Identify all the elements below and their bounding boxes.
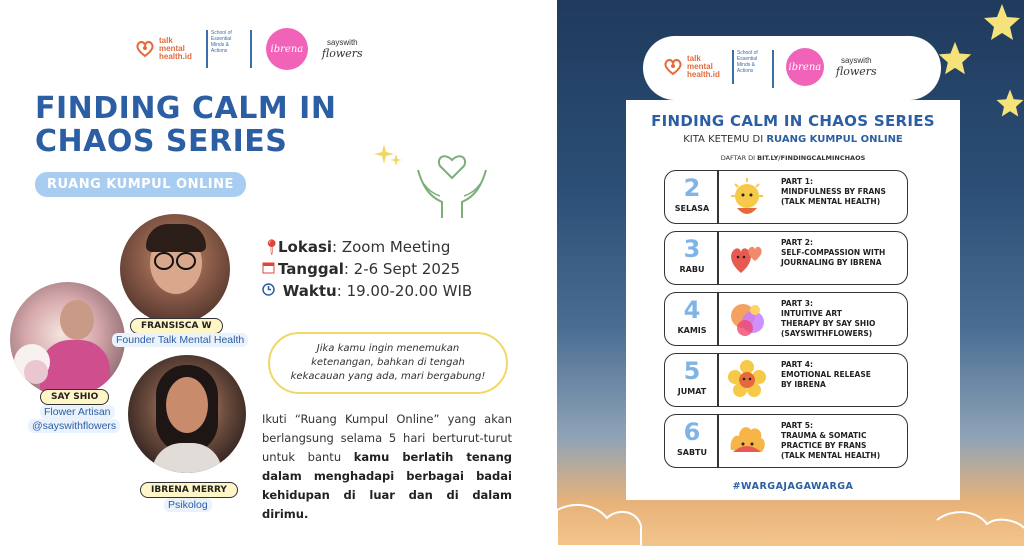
schedule-row: 2 SELASA PART 1: MINDFULNESS BY FRANS (TALK MENTAL HEALTH) xyxy=(664,170,908,224)
star-icon xyxy=(995,88,1024,118)
time-line: Waktu: 19.00-20.00 WIB xyxy=(262,280,472,302)
sayswithflowers-logo: sayswith flowers xyxy=(321,38,363,60)
schedule-row: 3 RABU PART 2: SELF-COMPASSION WITH JOURNALING BY IBRENA xyxy=(664,231,908,285)
art-blob-illustration xyxy=(725,298,769,340)
speaker-photo-ibrena xyxy=(128,355,246,473)
speaker-role-ibrena: Psikolog xyxy=(164,498,212,512)
registration-link: DAFTAR DI BIT.LY/FINDINGCALMINCHAOS xyxy=(720,154,866,162)
sayswithflowers-logo: sayswith flowers xyxy=(835,56,877,78)
speaker-photo-say-shio xyxy=(10,282,125,397)
date-line: Tanggal: 2-6 Sept 2025 xyxy=(262,258,472,280)
clock-icon xyxy=(262,280,278,302)
schedule-row: 4 KAMIS PART 3: INTUITIVE ART THERAPY BY SAY SHIO (SAYSWITHFLOWERS) xyxy=(664,292,908,346)
star-icon xyxy=(937,40,973,76)
partner-logos-right xyxy=(647,40,937,96)
schedule-card xyxy=(626,100,960,500)
description-text: Ikuti “Ruang Kumpul Online” yang akan berlangsung selama 5 hari berturut-turut untuk bantu kamu berlatih tenang dalam menghadapi berbagai badai kehidupan di luar dan di dalam dirimu. xyxy=(262,412,512,521)
series-title: FINDING CALM IN CHAOS SERIES xyxy=(651,112,935,130)
speaker-name-say-shio: SAY SHIO xyxy=(40,389,109,405)
sema-logo: School of Essential Minds & Actions xyxy=(206,30,252,68)
ibrena-logo: ibrena xyxy=(786,48,824,86)
talk-mental-health-logo: talk mental health.id xyxy=(135,37,192,61)
flower-face-illustration xyxy=(725,359,769,401)
location-line: 📍︎Lokasi: Zoom Meeting xyxy=(262,238,451,256)
pin-icon: 📍︎ xyxy=(262,238,282,256)
sun-face-illustration xyxy=(725,176,769,218)
speaker-photo-fransisca xyxy=(120,214,230,324)
hashtag: #WARGAJAGAWARGA xyxy=(732,481,854,492)
meet-subtitle: KITA KETEMU DI RUANG KUMPUL ONLINE xyxy=(683,134,903,145)
calendar-icon xyxy=(262,258,278,280)
hands-heart-illustration xyxy=(372,140,502,220)
partner-logos xyxy=(135,28,363,70)
event-info xyxy=(262,236,472,302)
speaker-role-fransisca: Founder Talk Mental Health xyxy=(112,333,248,347)
speaker-handle-say-shio: @sayswithflowers xyxy=(28,419,120,433)
ibrena-logo: ibrena xyxy=(266,28,308,70)
heart-logo-icon xyxy=(135,40,155,58)
right-poster xyxy=(557,0,1024,546)
poster-title: FINDING CALM IN CHAOS SERIES xyxy=(35,91,337,159)
star-icon xyxy=(982,2,1022,42)
talk-mental-health-logo: talk mental health.id xyxy=(663,55,720,79)
schedule-row: 5 JUMAT PART 4: EMOTIONAL RELEASE BY IBRENA xyxy=(664,353,908,407)
fire-face-illustration xyxy=(725,420,769,462)
schedule-row: 6 SABTU PART 5: TRAUMA & SOMATIC PRACTICE BY FRANS (TALK MENTAL HEALTH) xyxy=(664,414,908,468)
speaker-name-fransisca: FRANSISCA W xyxy=(130,318,223,334)
event-type-pill: RUANG KUMPUL ONLINE xyxy=(35,172,246,197)
speaker-name-ibrena: IBRENA MERRY xyxy=(140,482,238,498)
hearts-illustration xyxy=(725,237,769,279)
speaker-role-say-shio: Flower Artisan xyxy=(40,405,115,419)
heart-logo-icon xyxy=(663,58,683,76)
sema-logo: School of Essential Minds & Actions xyxy=(732,50,774,84)
invitation-quote: Jika kamu ingin menemukan ketenangan, bahkan di tengah kekacauan yang ada, mari bergabung! xyxy=(268,332,508,394)
